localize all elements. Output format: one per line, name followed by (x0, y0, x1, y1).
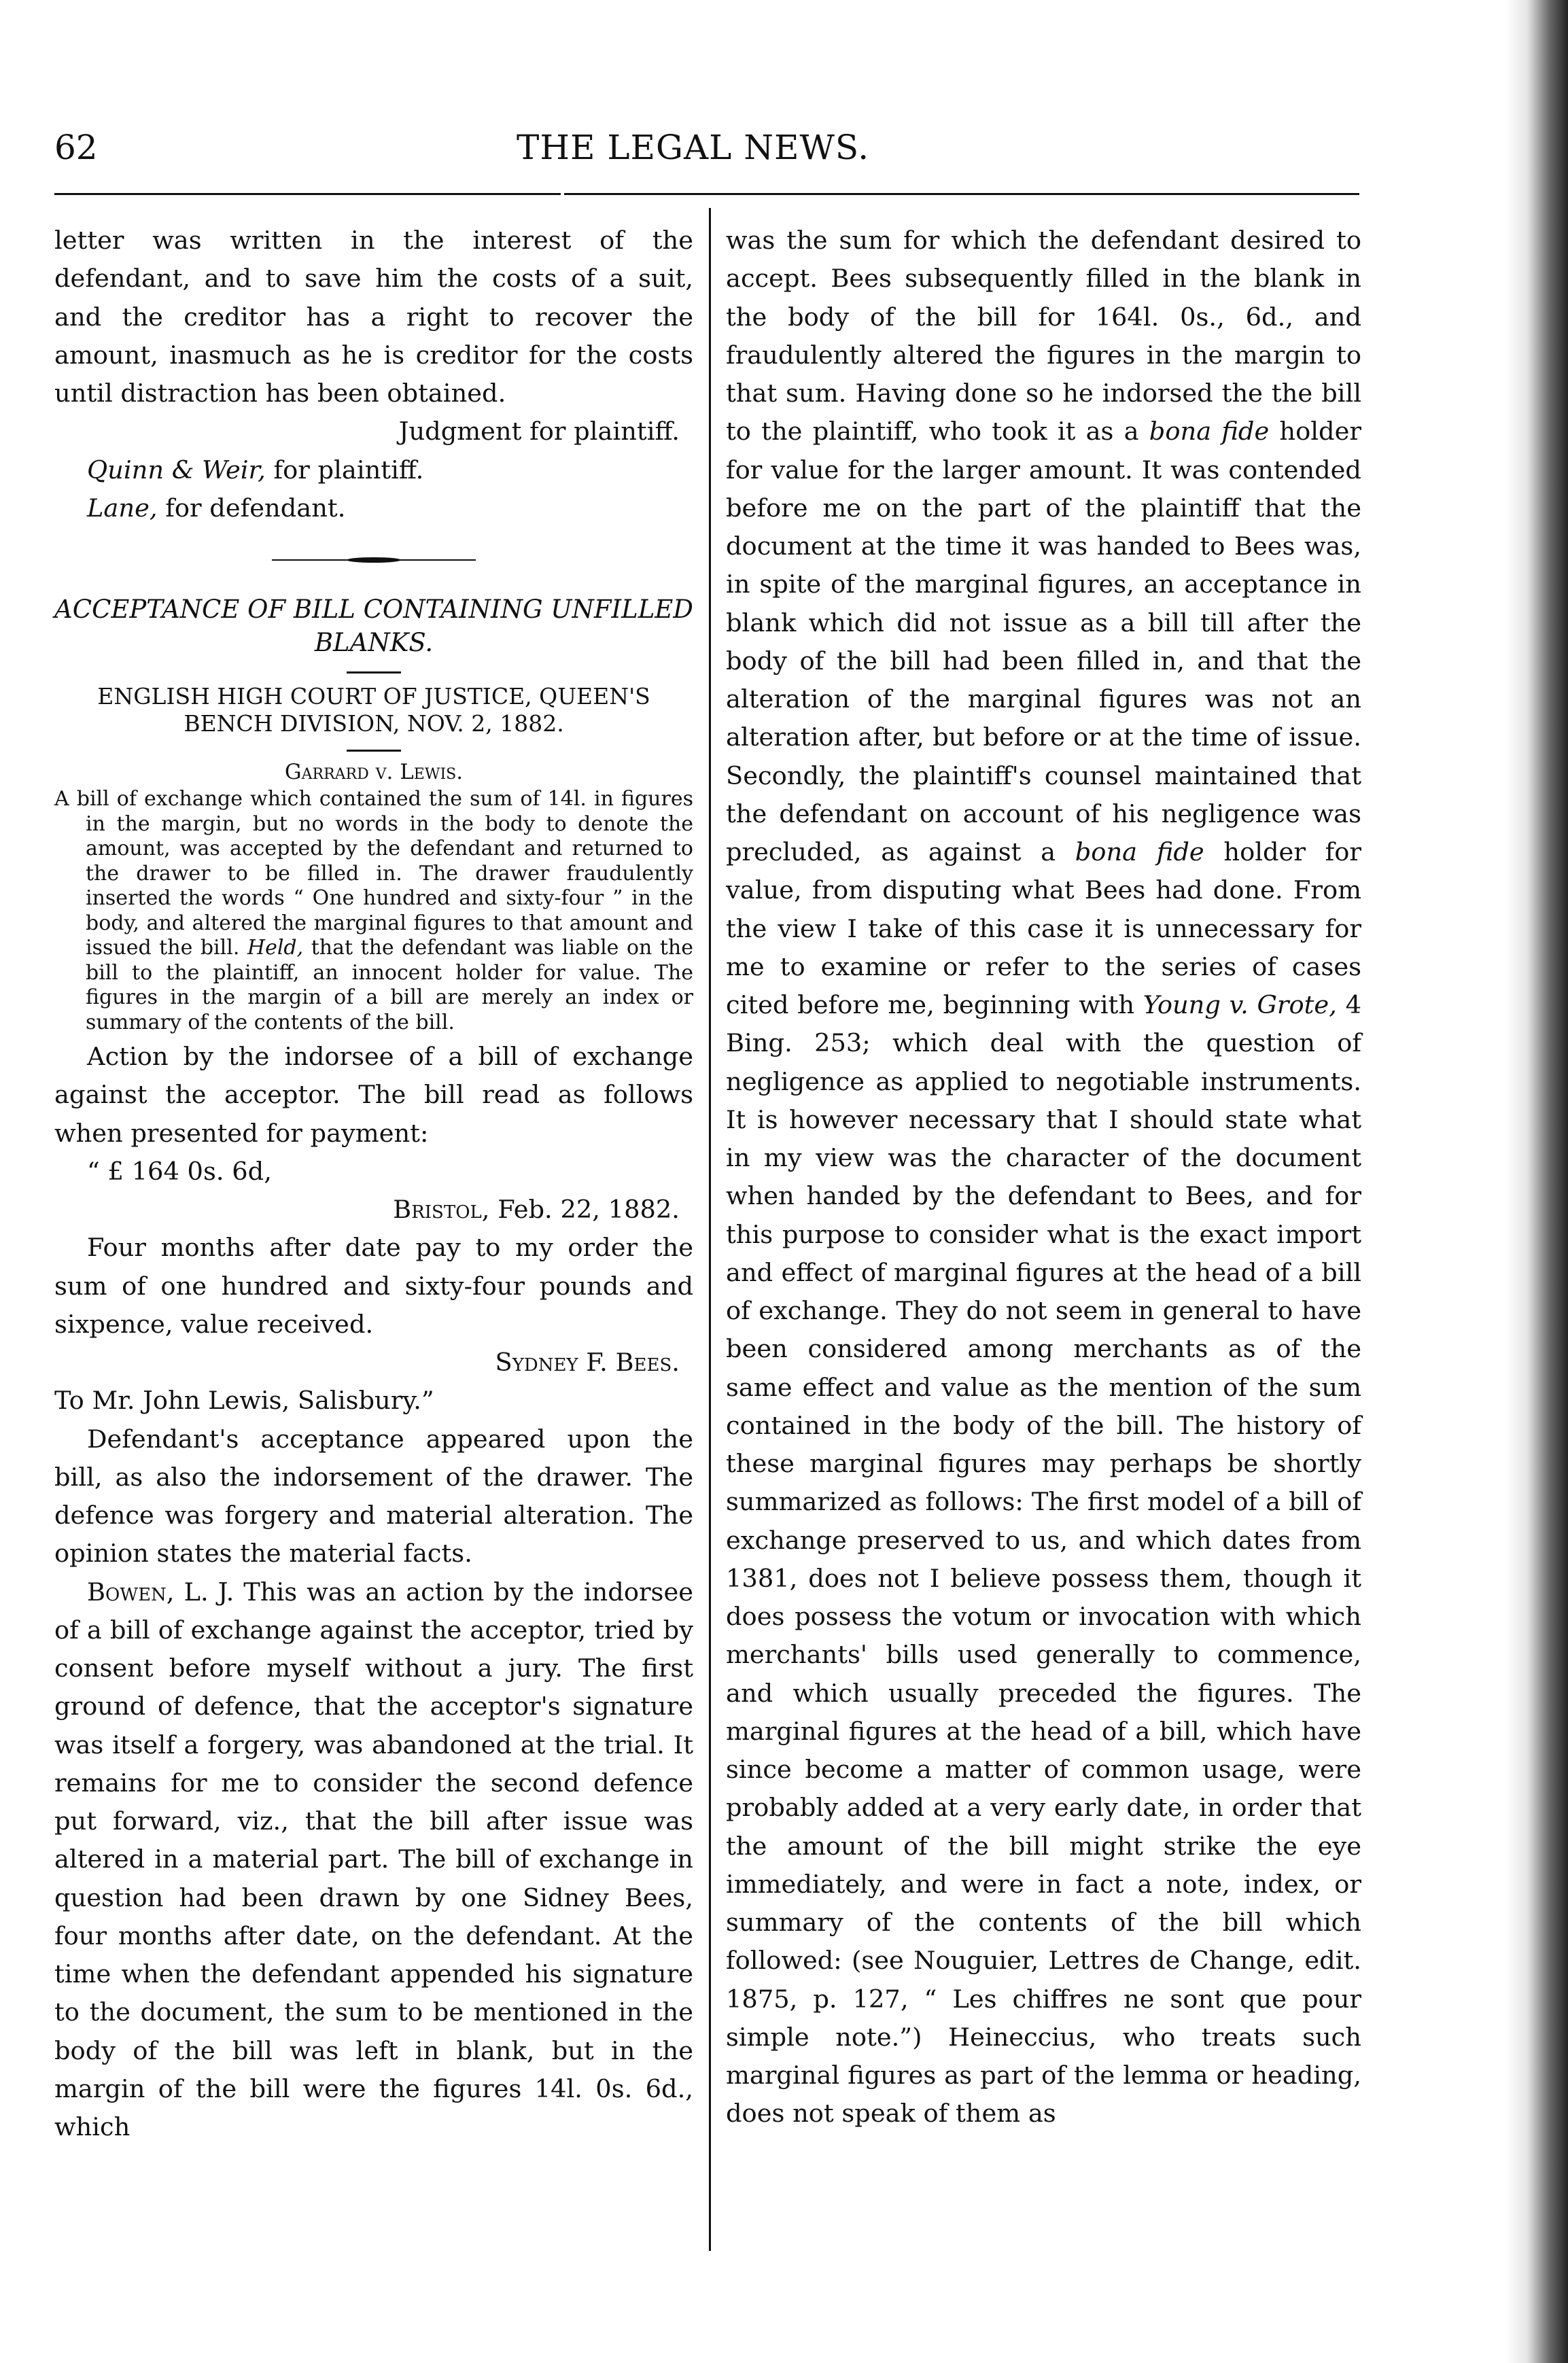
title-rule (347, 671, 401, 673)
judgment-line: Judgment for plaintiff. (398, 417, 680, 447)
counsel-defendant (54, 489, 693, 527)
opinion-text: L. J. This was an action by the indorsee of a bill of exchange against the acceptor, tried by consent before myself without a jury. The first ground of defence, that the acceptor's signature was itself a forgery, was abandoned at the trial. It remains for me to consider the second defence put forward, viz., that the bill after issue was altered in a material part. The bill of exchange in question had been drawn by one Sidney Bees, four months after date, on the defendant. At the time when the defendant appended his signature to the document, the sum to be mentioned in the body of the bill was left in blank, but in the margin of the bill were the figures 14l. 0s. 6d., which (54, 1577, 693, 2141)
defence-paragraph: Defendant's acceptance appeared upon the bill, as also the indorsement of the drawer. The defence was forgery and material alteration. The opinion states the material facts. (54, 1424, 693, 1569)
opening-paragraph: letter was written in the interest of the defendant, and to save him the costs of a suit, and the creditor has a right to recover the amount, inasmuch as he is creditor for the costs until distraction has been obtained. (54, 226, 693, 408)
opinion-paragraph (54, 1573, 693, 2147)
bill-date: Feb. 22, 1882. (489, 1195, 680, 1224)
counsel-defendant-role: for defendant. (157, 493, 346, 523)
headnote (54, 787, 693, 1035)
counsel-plaintiff-role: for plaintiff. (265, 455, 424, 485)
page-edge-shadow (1505, 0, 1568, 2363)
right-column (726, 222, 1361, 2133)
page-number: 62 (54, 128, 98, 167)
section-title: ACCEPTANCE OF BILL CONTAINING UNFILLED BLANKS. (54, 595, 693, 657)
right-italic-2: bona fide (1075, 837, 1204, 867)
right-text-2: holder for value for the larger amount. It was contended before me on the part of the plaintiff that the document at the time it was handed to Bees was, in spite of the marginal figures, an acceptance in blank which did not issue as a bill till after the body of the bill had been filled in, and that the alteration of the marginal figures was not an alteration after, but before or at the time of issue. Secondly, the plaintiff's counsel maintained that the defendant on account of his negligence was precluded, as against a (726, 417, 1361, 867)
headnote-part-a: A bill of exchange which contained the sum of 14l. in figures in the margin, but no words in the body to denote the amount, was accepted by the defendant and returned to the drawer to be filled in. The drawer fraudulently inserted the words “ One hundred and sixty-four ” in the body, and altered the marginal figures to that amount and issued the bill. (54, 787, 693, 960)
bill-body: Four months after date pay to my order the sum of one hundred and sixty-four pounds and sixpence, value received. (54, 1233, 693, 1339)
right-text-4: 4 Bing. 253; which deal with the question of negligence as applied to negotiable instruments. It is however necessary that I should state what in my view was the character of the document when handed by the defendant to Bees, and for this purpose to consider what is the exact import and effect of marginal figures at the head of a bill of exchange. They do not seem in general to have been considered among merchants as of the same effect and value as the mention of the sum contained in the body of the bill. The history of these marginal figures may perhaps be shortly summarized as follows: The first model of a bill of exchange preserved to us, and which dates from 1381, does not I believe possess them, though it does possess the votum or invocation with which merchants' bills used generally to commence, and which usually preceded the figures. The marginal figures at the head of a bill, which have since become a matter of common usage, were probably added at a very early date, in order that the amount of the bill might strike the eye immediately, and were in fact a note, index, or summary of the contents of the bill which followed: (see Nouguier, Lettres de Change, edit. 1875, p. 127, “ Les chiffres ne sont que pour simple note.”) Heineccius, who treats such marginal figures as part of the lemma or heading, does not speak of them as (726, 990, 1362, 2129)
right-italic-3: Young v. Grote, (1143, 990, 1337, 1019)
counsel-plaintiff (54, 451, 693, 489)
bill-addressee: To Mr. John Lewis, Salisbury.” (54, 1386, 434, 1416)
counsel-defendant-names: Lane, (87, 493, 158, 523)
right-text-3: holder for value, from disputing what Bees had done. From the view I take of this case it is unnecessary for me to examine or refer to the series of cases cited before me, beginning with (726, 837, 1361, 1019)
left-column (54, 222, 693, 2146)
action-paragraph: Action by the indorsee of a bill of exchange against the acceptor. The bill read as follows when presented for payment: (54, 1042, 693, 1148)
right-column-text (726, 222, 1361, 2133)
column-divider (709, 208, 711, 2251)
running-head: THE LEGAL NEWS. (517, 128, 870, 167)
headnote-held: Held, (247, 936, 304, 960)
bill-place: Bristol, (393, 1195, 490, 1224)
court-heading: ENGLISH HIGH COURT OF JUSTICE, QUEEN'S BENCH DIVISION, NOV. 2, 1882. (97, 683, 650, 737)
right-text-1: was the sum for which the defendant desired to accept. Bees subsequently filled in the blank in the body of the bill for 164l. 0s., 6d., and fraudulently altered the figures in the margin to that sum. Having done so he indorsed the the bill to the plaintiff, who took it as a (726, 226, 1361, 447)
bill-amount: “ £ 164 0s. 6d, (87, 1156, 272, 1186)
bill-signature: Sydney F. Bees. (495, 1348, 680, 1377)
case-name: Garrard v. Lewis. (284, 760, 464, 784)
section-ornament (272, 557, 476, 563)
court-rule (347, 750, 401, 752)
headnote-part-b: that the defendant was liable on the bill to the plaintiff, an innocent holder for value. The figures in the margin of a bill are merely an index or summary of the contents of the bill. (86, 936, 693, 1034)
opinion-judge: Bowen, (87, 1577, 175, 1607)
right-italic-1: bona fide (1149, 417, 1270, 447)
counsel-plaintiff-names: Quinn & Weir, (87, 455, 266, 485)
header-rule-left (54, 193, 561, 195)
header-rule-right (564, 193, 1359, 195)
bill-place-date (54, 1191, 693, 1229)
